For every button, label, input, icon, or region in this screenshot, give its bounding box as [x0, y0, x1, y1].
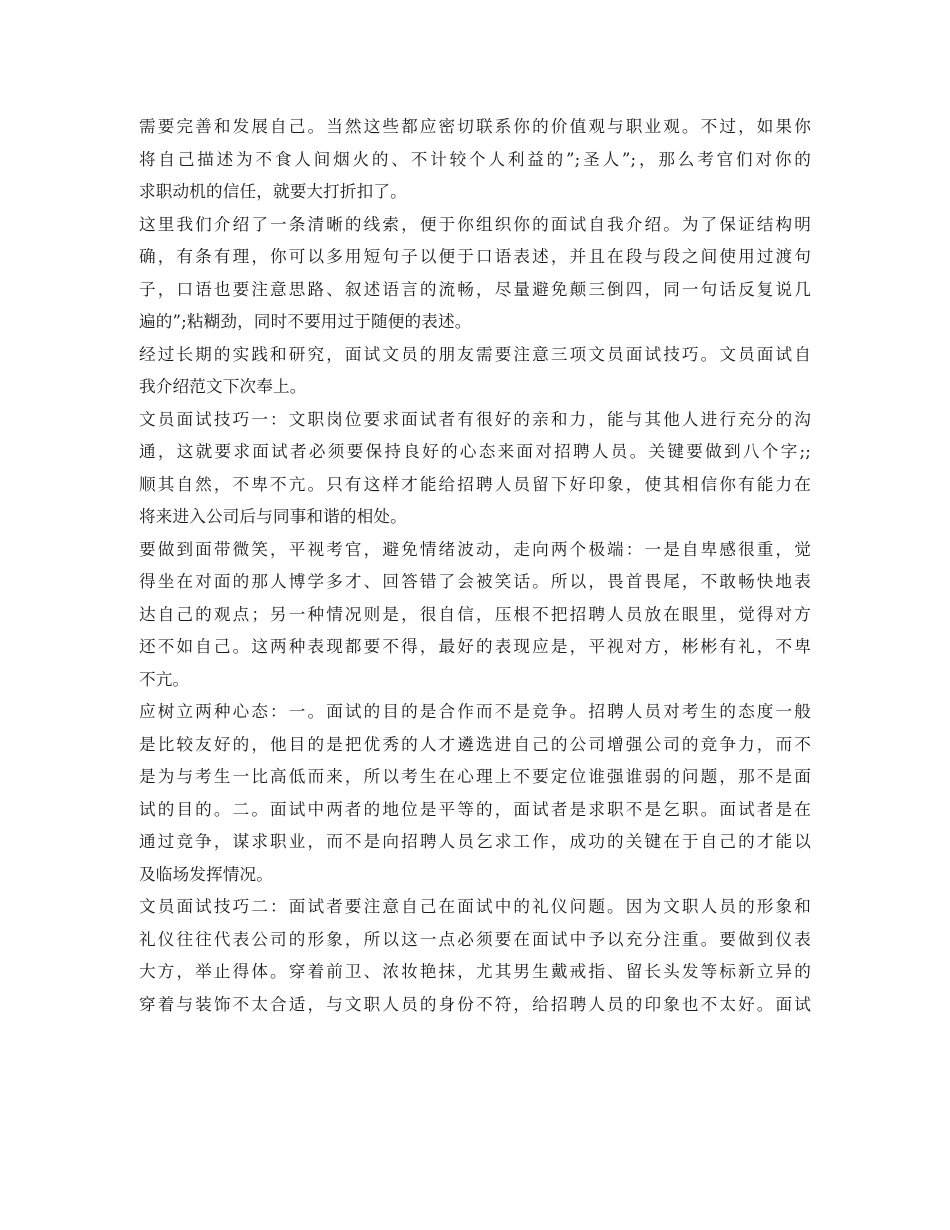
text-line: 确，有条有理，你可以多用短句子以便于口语表述，并且在段与段之间使用过渡句 [139, 247, 811, 266]
text-line: 大方，举止得体。穿着前卫、浓妆艳抹，尤其男生戴戒指、留长头发等标新立异的 [139, 962, 811, 981]
text-line: 礼仪往往代表公司的形象，所以这一点必须要在面试中予以充分注重。要做到仪表 [139, 929, 811, 949]
text-line: 将来进入公司后与同事和谐的相处。 [139, 507, 407, 526]
text-line: 通，这就要求面试者必须要保持良好的心态来面对招聘人员。关键要做到八个字;; [139, 442, 811, 461]
text-line: 达自己的观点；另一种情况则是，很自信，压根不把招聘人员放在眼里，觉得对方 [139, 604, 811, 624]
text-line: 需要完善和发展自己。当然这些都应密切联系你的价值观与职业观。不过，如果你 [139, 117, 811, 136]
paragraph-tip-one [139, 404, 811, 534]
paragraph-structure-tips [139, 209, 811, 339]
text-line: 得坐在对面的那人博学多才、回答错了会被笑话。所以，畏首畏尾，不敢畅快地表 [139, 572, 811, 591]
document-body [139, 111, 811, 1021]
text-line: 通过竞争，谋求职业，而不是向招聘人员乞求工作，成功的关键在于自己的才能以 [139, 832, 811, 851]
text-line: 是为与考生一比高低而来，所以考生在心理上不要定位谁强谁弱的问题，那不是面 [139, 767, 811, 786]
paragraph-tip-two [139, 891, 811, 1021]
text-line: 顺其自然，不卑不亢。只有这样才能给招聘人员留下好印象，使其相信你有能力在 [139, 474, 811, 494]
paragraph-smile-and-attitude [139, 534, 811, 697]
text-line: 不亢。 [139, 669, 190, 689]
text-line: 文员面试技巧一：文职岗位要求面试者有很好的亲和力，能与其他人进行充分的沟 [139, 409, 811, 429]
text-line: 还不如自己。这两种表现都要不得，最好的表现应是，平视对方，彬彬有礼，不卑 [139, 637, 811, 656]
text-line: 是比较友好的，他目的是把优秀的人才遴选进自己的公司增强公司的竞争力，而不 [139, 734, 811, 754]
text-line: 经过长期的实践和研究，面试文员的朋友需要注意三项文员面试技巧。文员面试自 [139, 344, 811, 364]
text-line: 文员面试技巧二：面试者要注意自己在面试中的礼仪问题。因为文职人员的形象和 [139, 897, 811, 916]
text-line: 应树立两种心态：一。面试的目的是合作而不是竞争。招聘人员对考生的态度一般 [139, 702, 811, 721]
text-line: 这里我们介绍了一条清晰的线索，便于你组织你的面试自我介绍。为了保证结构明 [139, 214, 811, 234]
text-line: 及临场发挥情况。 [139, 864, 273, 884]
text-line: 将自己描述为不食人间烟火的、不计较个人利益的”;圣人”;，那么考官们对你的 [139, 149, 811, 169]
text-line: 试的目的。二。面试中两者的地位是平等的，面试者是求职不是乞职。面试者是在 [139, 799, 811, 819]
paragraph-two-mindsets [139, 696, 811, 891]
text-line: 穿着与装饰不太合适，与文职人员的身份不符，给招聘人员的印象也不太好。面试 [139, 994, 811, 1014]
text-line: 要做到面带微笑，平视考官，避免情绪波动，走向两个极端：一是自卑感很重，觉 [139, 539, 811, 559]
text-line: 遍的”;粘糊劲，同时不要用过于随便的表述。 [139, 312, 472, 331]
paragraph-self-improvement [139, 111, 811, 209]
text-line: 求职动机的信任，就要大打折扣了。 [139, 182, 407, 201]
text-line: 子，口语也要注意思路、叙述语言的流畅，尽量避免颠三倒四，同一句话反复说几 [139, 279, 811, 299]
text-line: 我介绍范文下次奉上。 [139, 377, 307, 396]
paragraph-three-tips-intro [139, 339, 811, 404]
